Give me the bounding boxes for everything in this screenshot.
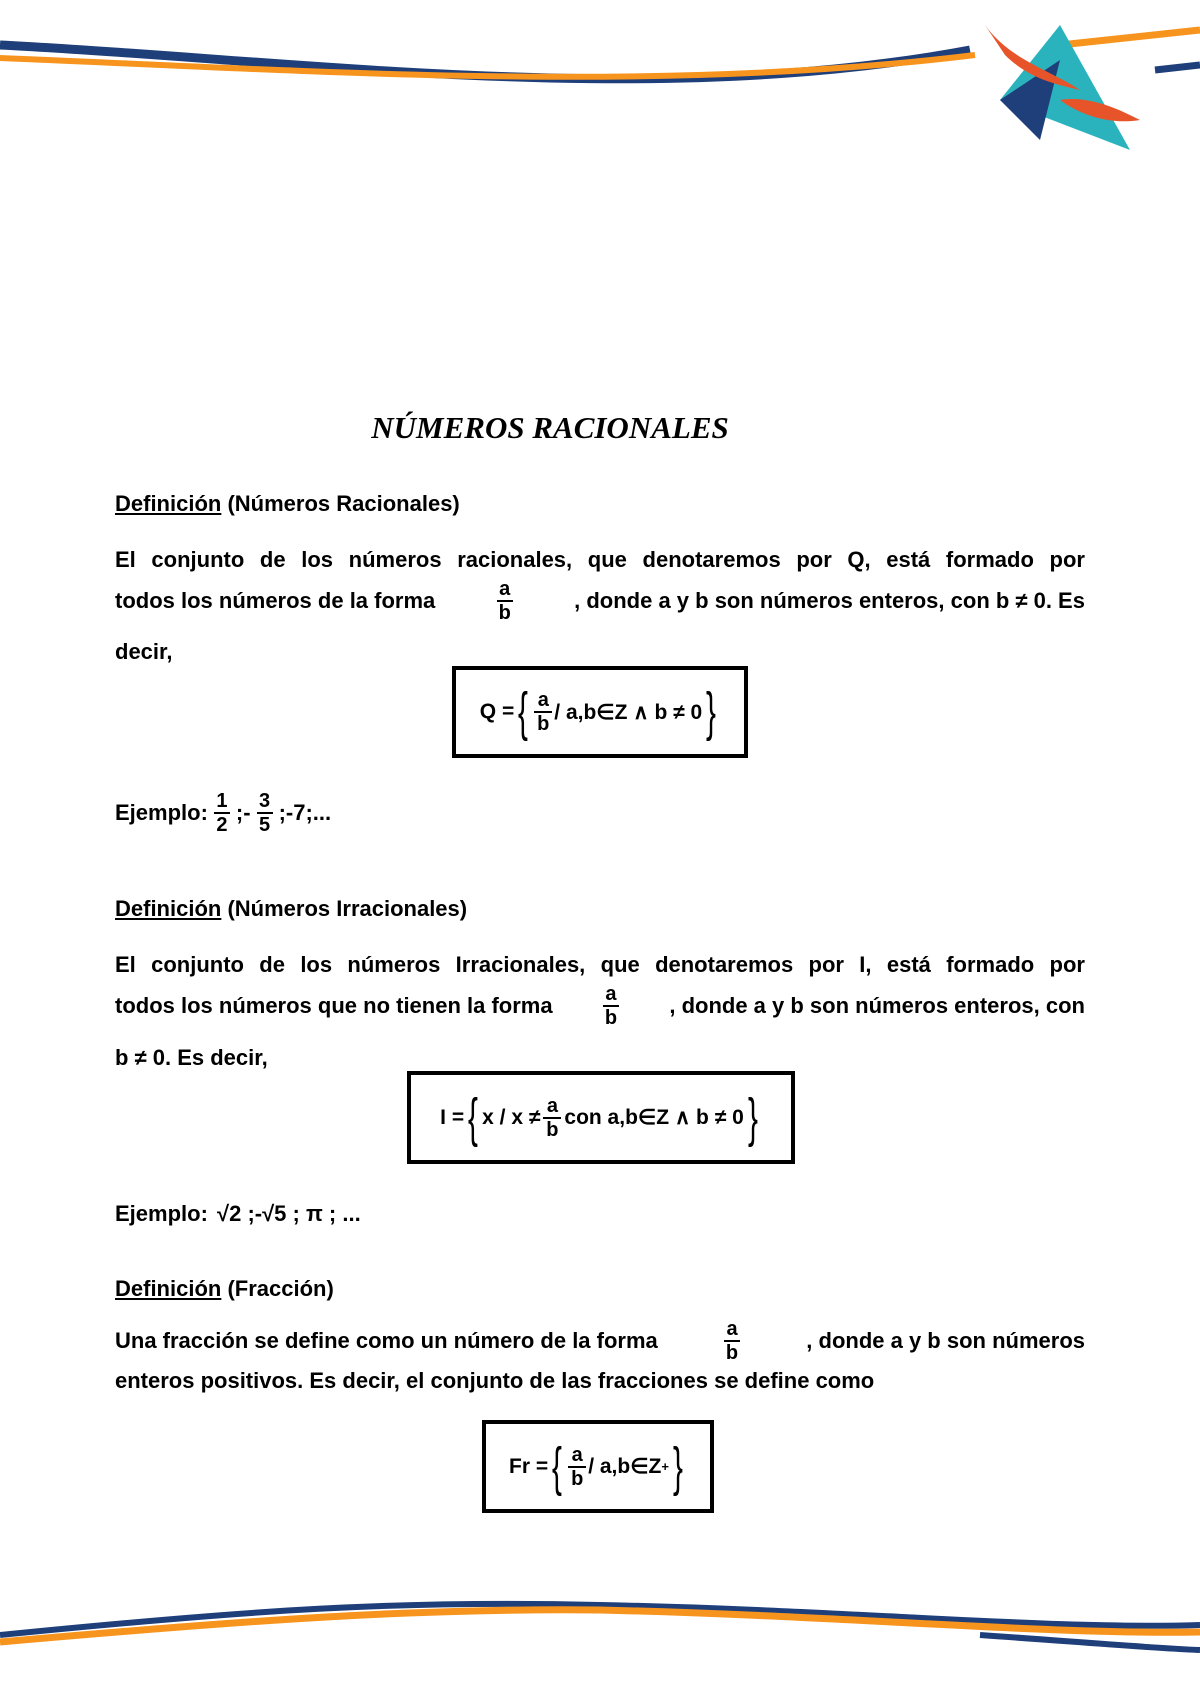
fraction [603, 983, 619, 1029]
section-heading-irrational [115, 895, 1085, 923]
fraction-denominator: b [725, 1342, 739, 1364]
fraction-denominator: 5 [259, 814, 271, 836]
definition-label: Definición [115, 1276, 222, 1301]
example-values: √2 ;-√5 ; π ; ... [217, 1201, 361, 1226]
fraction-numerator: 3 [259, 790, 271, 812]
definition-title: (Números Racionales) [227, 491, 460, 516]
set-definition-box [407, 1071, 795, 1164]
page-title: NÚMEROS RACIONALES [371, 410, 729, 445]
fraction-numerator: a [605, 983, 617, 1005]
set-lhs: I = [440, 1105, 465, 1129]
fraction-numerator: a [499, 578, 511, 600]
text-segment: Una fracción se define como un número de la forma [115, 1328, 658, 1353]
footer-decoration [0, 1580, 1200, 1696]
header-decoration [0, 0, 1200, 160]
paragraph-line [115, 1318, 1085, 1364]
paragraph-line [115, 578, 1085, 624]
fraction [257, 790, 273, 836]
paragraph-line: decir, [115, 639, 173, 664]
example-tail: ;-7;... [278, 800, 332, 825]
paragraph-line: b ≠ 0. Es decir, [115, 1045, 268, 1070]
fraction-denominator: b [604, 1007, 618, 1029]
paragraph-line: El conjunto de los números racionales, que denotaremos por Q, está formado por [115, 547, 1085, 572]
set-condition: con a,b∈Z ∧ b ≠ 0 [564, 1106, 744, 1129]
example-separator: ;- [235, 800, 251, 825]
left-brace-icon: { [468, 1087, 479, 1148]
left-brace-icon: { [552, 1436, 563, 1497]
definition-title: (Fracción) [227, 1276, 334, 1301]
text-segment: , donde a y b son números enteros, con [669, 993, 1085, 1018]
text-segment: todos los números que no tienen la forma [115, 993, 553, 1018]
set-definition-box [452, 666, 748, 758]
fraction [568, 1444, 586, 1490]
fraction-numerator: a [726, 1318, 738, 1340]
text-segment: todos los números de la forma [115, 588, 436, 613]
definition-label: Definición [115, 491, 222, 516]
set-condition: / a,b∈Z [588, 1455, 662, 1478]
definition-label: Definición [115, 896, 222, 921]
fraction-denominator: b [498, 602, 511, 624]
superscript-plus: + [661, 1459, 669, 1474]
fraction-denominator: 2 [216, 814, 228, 836]
fraction [534, 689, 552, 735]
text-segment: , donde a y b son números enteros, con b ≠ 0. Es [574, 588, 1085, 613]
paragraph-line: El conjunto de los números Irracionales, que denotaremos por I, está formado por [115, 952, 1085, 977]
fraction-denominator: b [537, 713, 550, 735]
fraction-numerator: a [537, 689, 549, 711]
right-brace-icon: } [706, 682, 717, 742]
set-definition-box [482, 1420, 714, 1513]
section-heading-fraction [115, 1275, 1085, 1303]
example-label: Ejemplo: [115, 800, 208, 825]
text-segment: , donde a y b son números [806, 1328, 1085, 1353]
set-condition: / a,b∈Z ∧ b ≠ 0 [554, 700, 703, 724]
set-variable: x / x ≠ [482, 1105, 541, 1129]
fraction-numerator: a [546, 1094, 558, 1117]
fraction-numerator: a [571, 1443, 583, 1466]
right-brace-icon: } [747, 1087, 758, 1148]
definition-title: (Números Irracionales) [227, 896, 468, 921]
right-brace-icon: } [672, 1436, 683, 1497]
example-irrational [115, 1200, 1085, 1228]
fraction-numerator: 1 [216, 790, 228, 812]
set-lhs: Q = [479, 700, 515, 723]
fraction [724, 1318, 740, 1364]
fraction-denominator: b [546, 1118, 559, 1141]
section-heading-rational [115, 490, 1085, 518]
fraction [497, 578, 513, 624]
paragraph-line [115, 983, 1085, 1029]
example-label: Ejemplo: [115, 1201, 208, 1226]
left-brace-icon: { [518, 682, 529, 742]
fraction [543, 1095, 561, 1141]
example-rational [115, 790, 1085, 836]
fraction [214, 790, 230, 836]
logo-icon [985, 25, 1140, 150]
fraction-denominator: b [571, 1467, 584, 1490]
paragraph-line: enteros positivos. Es decir, el conjunto de las fracciones se define como [115, 1368, 875, 1393]
set-lhs: Fr = [509, 1454, 549, 1478]
